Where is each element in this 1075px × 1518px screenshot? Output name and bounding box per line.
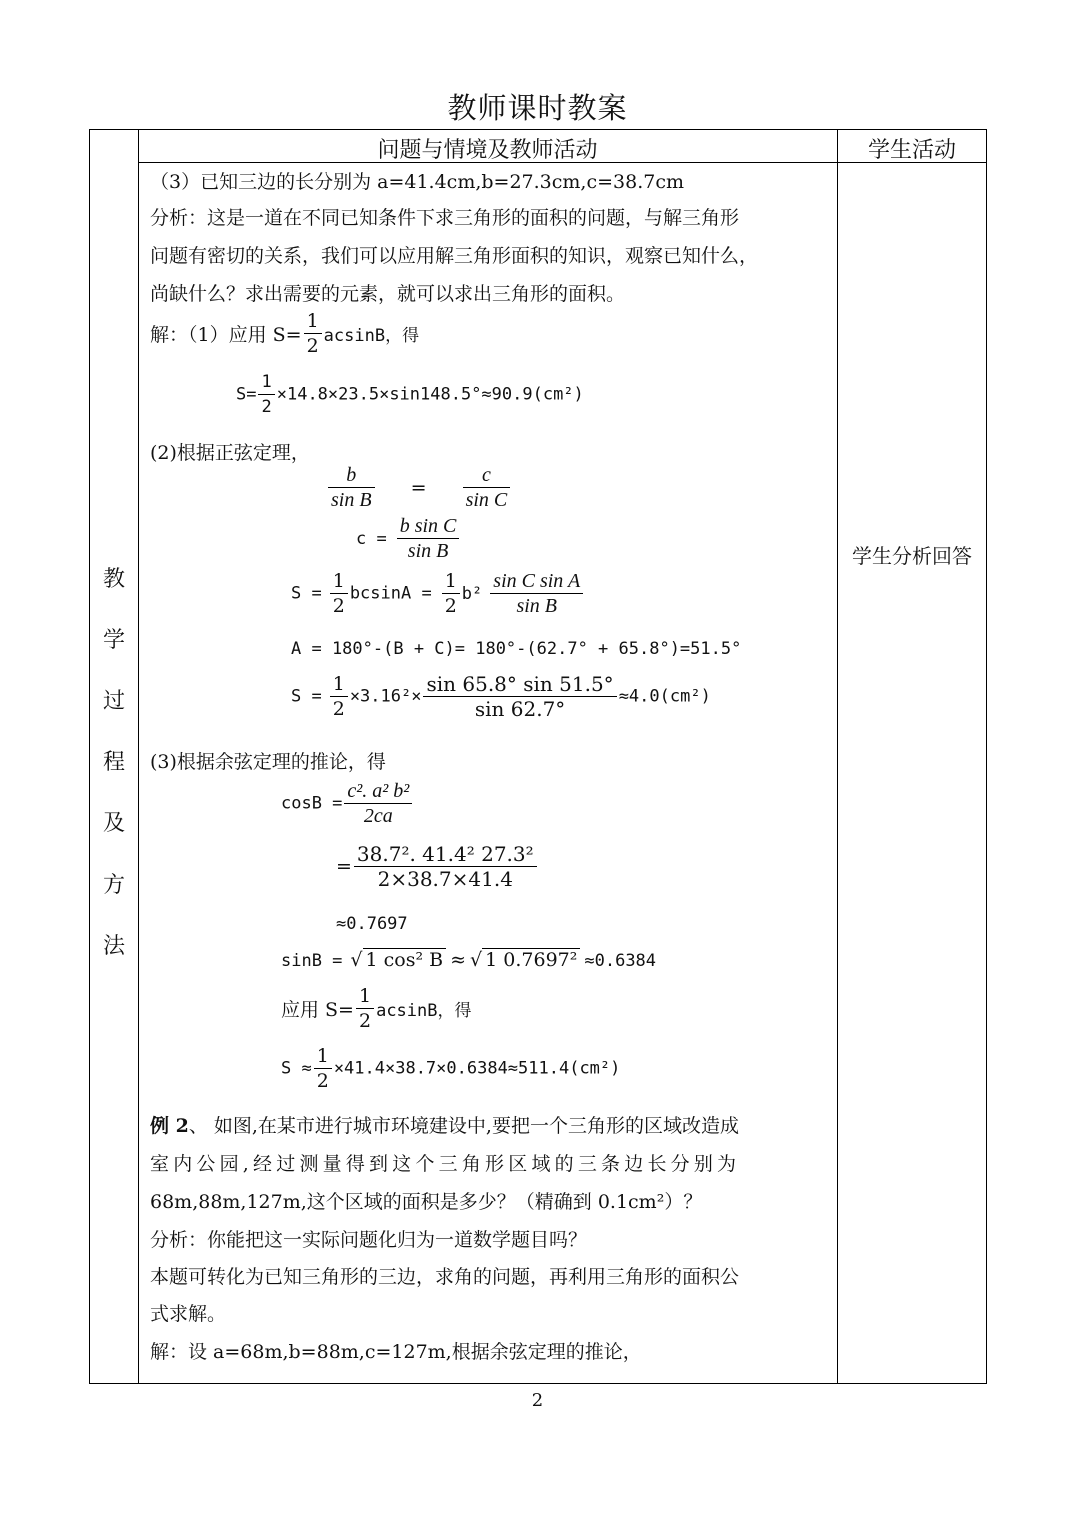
c-num: b sin C xyxy=(397,515,460,539)
s3-suffix: ≈4.0(cm²) xyxy=(618,686,711,707)
area-equation-3 xyxy=(291,673,711,720)
frac-den: 2 xyxy=(444,595,457,617)
side-char: 及 xyxy=(102,811,125,836)
example-2-line-5: 本题可转化为已知三角形的三边，求角的问题，再利用三角形的面积公 xyxy=(150,1266,740,1288)
side-char: 学 xyxy=(102,628,125,653)
sine-num-c: c xyxy=(463,464,511,488)
side-char: 过 xyxy=(102,689,125,714)
cosine-equation xyxy=(281,780,414,827)
angle-a-equation: A = 180°-(B + C)= 180°-(62.7° + 65.8°)=51.5° xyxy=(291,639,742,659)
table-bottom-border xyxy=(89,1383,987,1384)
frac-num: 1 xyxy=(304,310,322,334)
sine-den-sinB: sin B xyxy=(331,489,372,511)
analysis-line-1: 分析：这是一道在不同已知条件下求三角形的面积的问题，与解三角形 xyxy=(150,207,740,229)
frac-den: 2 xyxy=(261,397,272,417)
student-activity-text: 学生分析回答 xyxy=(852,544,972,568)
apply-formula xyxy=(281,985,472,1032)
cos-num: c². a² b² xyxy=(344,780,412,804)
frac-den: 2 xyxy=(306,335,319,357)
s2-mid: bcsinA = xyxy=(349,583,432,604)
s3-num: sin 65.8° sin 51.5° xyxy=(423,673,616,697)
cos-den: 2ca xyxy=(363,805,393,827)
equation-1 xyxy=(236,371,584,418)
side-char: 程 xyxy=(102,750,125,775)
sine-law-equation xyxy=(326,464,512,511)
analysis-line-3: 尚缺什么？求出需要的元素，就可以求出三角形的面积。 xyxy=(150,283,626,305)
sinB-root-2: 1 0.7697² xyxy=(482,948,580,971)
frac-den: 2 xyxy=(316,1070,329,1092)
side-column-border xyxy=(138,129,139,1384)
example-2-line-1 xyxy=(150,1111,739,1138)
area-equation-2 xyxy=(291,570,585,617)
cos2-den: 2×38.7×41.4 xyxy=(377,867,513,891)
sinB-suffix: ≈0.6384 xyxy=(584,951,657,971)
sine-equals: = xyxy=(410,476,427,499)
sinB-approx: ≈ xyxy=(450,949,467,971)
sine-den-sinC: sin C xyxy=(465,489,508,511)
frac-num: 1 xyxy=(258,371,274,395)
s2-den: sin B xyxy=(516,595,557,617)
problem-three-line: （3）已知三边的长分别为 a=41.4cm,b=27.3cm,c=38.7cm xyxy=(150,171,684,193)
cos2-num: 38.7². 41.4² 27.3² xyxy=(354,843,537,867)
apply-prefix: 应用 S= xyxy=(281,999,354,1021)
side-char: 方 xyxy=(102,873,125,898)
solution-1-formula xyxy=(150,310,419,357)
frac-den: 2 xyxy=(332,698,345,720)
example-2-analysis: 分析：你能把这一实际问题化归为一道数学题目吗？ xyxy=(150,1229,588,1251)
page-title: 教师课时教案 xyxy=(447,91,628,125)
sinB-prefix: sinB = xyxy=(281,951,343,971)
final-area-equation xyxy=(281,1045,620,1092)
page-number: 2 xyxy=(531,1390,544,1411)
s3-den: sin 62.7° xyxy=(474,697,566,721)
frac-den: 2 xyxy=(358,1010,372,1032)
cos-prefix: cosB = xyxy=(281,793,343,814)
apply-suffix: acsinB，得 xyxy=(376,1001,472,1021)
s3-prefix: S = xyxy=(291,686,322,707)
header-main-activity: 问题与情境及教师活动 xyxy=(377,138,598,163)
table-right-border xyxy=(986,129,987,1384)
example-2-solution: 解：设 a=68m,b=88m,c=127m,根据余弦定理的推论， xyxy=(150,1341,642,1363)
frac-num: 1 xyxy=(330,673,348,697)
frac-num: 1 xyxy=(356,985,374,1009)
s3-mid: ×3.16²× xyxy=(349,686,422,707)
frac-num: 1 xyxy=(314,1045,332,1069)
student-column-border xyxy=(837,129,838,1384)
analysis-line-2: 问题有密切的关系，我们可以应用解三角形面积的知识，观察已知什么， xyxy=(150,245,759,267)
example-2-text: 、 如图,在某市进行城市环境建设中,要把一个三角形的区域改造成 xyxy=(188,1115,739,1137)
part-2-heading: (2)根据正弦定理， xyxy=(150,442,310,464)
side-char: 教 xyxy=(102,567,125,592)
cosine-value: ≈0.7697 xyxy=(336,914,408,934)
frac-den: 2 xyxy=(332,595,345,617)
s2-num: sin C sin A xyxy=(490,570,583,594)
example-2-line-3: 68m,88m,127m,这个区域的面积是多少？（精确到 0.1cm²）？ xyxy=(150,1191,703,1213)
c-prefix: c = xyxy=(356,528,387,549)
eq1-prefix: S= xyxy=(236,384,257,405)
sinB-equation: sinB = √ 1 cos² B ≈ √ 1 0.7697² ≈0.6384 xyxy=(281,949,657,971)
part-3-heading: (3)根据余弦定理的推论，得 xyxy=(150,751,386,773)
table-top-border xyxy=(89,129,987,130)
sine-num-b: b xyxy=(328,464,375,488)
solution-1-prefix: 解：（1）应用 S= xyxy=(150,324,302,346)
example-2-label: 例 2 xyxy=(150,1115,189,1137)
side-char: 法 xyxy=(102,934,125,959)
s2-b-squared: b² xyxy=(461,583,483,604)
s2-prefix: S = xyxy=(291,583,322,604)
cos2-equals: = xyxy=(336,855,352,878)
header-student-activity: 学生活动 xyxy=(867,138,956,163)
c-equation xyxy=(356,515,461,562)
cosine-numeric xyxy=(336,843,539,890)
solution-1-suffix: acsinB，得 xyxy=(323,326,420,346)
frac-num: 1 xyxy=(442,570,460,594)
frac-num: 1 xyxy=(330,570,348,594)
eq1-suffix: ×14.8×23.5×sin148.5°≈90.9(cm²) xyxy=(276,384,584,405)
c-den: sin B xyxy=(407,540,449,562)
example-2-line-6: 式求解。 xyxy=(150,1303,227,1325)
final-prefix: S ≈ xyxy=(281,1058,312,1079)
sinB-root-1: 1 cos² B xyxy=(363,948,447,971)
final-suffix: ×41.4×38.7×0.6384≈511.4(cm²) xyxy=(333,1058,621,1079)
example-2-line-2: 室内公园,经过测量得到这个三角形区域的三条边长分别为 xyxy=(150,1153,741,1175)
